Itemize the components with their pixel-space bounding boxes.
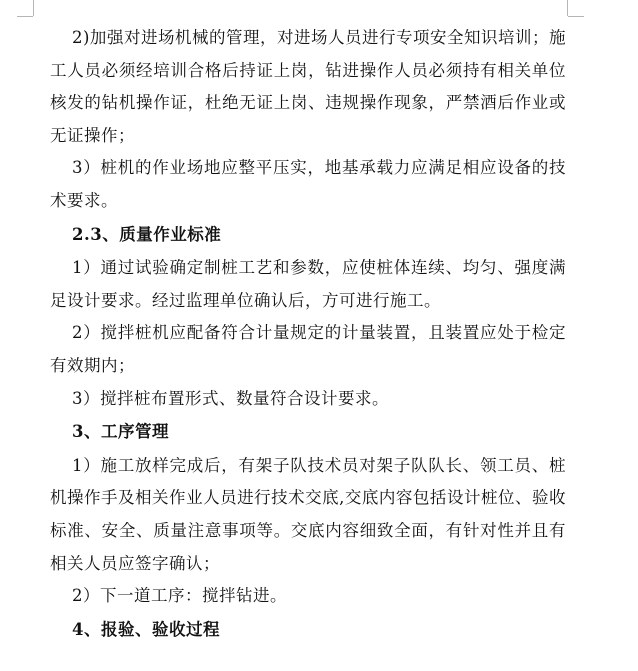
crop-mark-top-left-vertical xyxy=(33,0,34,16)
heading-inspection-acceptance: 4、报验、验收过程 xyxy=(72,619,220,639)
paragraph-next-process: 2）下一道工序：搅拌钻进。 xyxy=(72,586,287,606)
paragraph-metering-device: 2）搅拌桩机应配备符合计量规定的计量装置，且装置应处于检定有效期内； xyxy=(50,323,566,375)
heading-process-management: 3、工序管理 xyxy=(72,422,169,442)
paragraph-technical-briefing: 1）施工放样完成后，有架子队技术员对架子队队长、领工员、桩机操作手及相关作业人员进行技术交底,交底内容包括设计桩位、验收标准、安全、质量注意事项等。交底内容细致全面，有针对性并且有相关人员应签字确认； xyxy=(50,455,566,573)
document-body xyxy=(50,22,566,647)
crop-mark-top-left-horizontal xyxy=(17,16,33,17)
heading-quality-standards: 2.3、质量作业标准 xyxy=(72,224,222,244)
paragraph-trial-process: 1）通过试验确定制桩工艺和参数，应使桩体连续、均匀、强度满足设计要求。经过监理单位确认后，方可进行施工。 xyxy=(50,258,566,310)
paragraph-machinery-management: 2)加强对进场机械的管理，对进场人员进行专项安全知识培训；施工人员必须经培训合格后持证上岗，钻进操作人员必须持有相关单位核发的钻机操作证，杜绝无证上岗、违规操作现象，严禁酒后作业或无证操作； xyxy=(50,28,566,145)
paragraph-pile-layout: 3）搅拌桩布置形式、数量符合设计要求。 xyxy=(72,388,389,408)
paragraph-site-compaction: 3）桩机的作业场地应整平压实，地基承载力应满足相应设备的技术要求。 xyxy=(50,158,566,210)
crop-mark-top-right-vertical xyxy=(567,0,568,16)
crop-mark-top-right-horizontal xyxy=(568,16,584,17)
